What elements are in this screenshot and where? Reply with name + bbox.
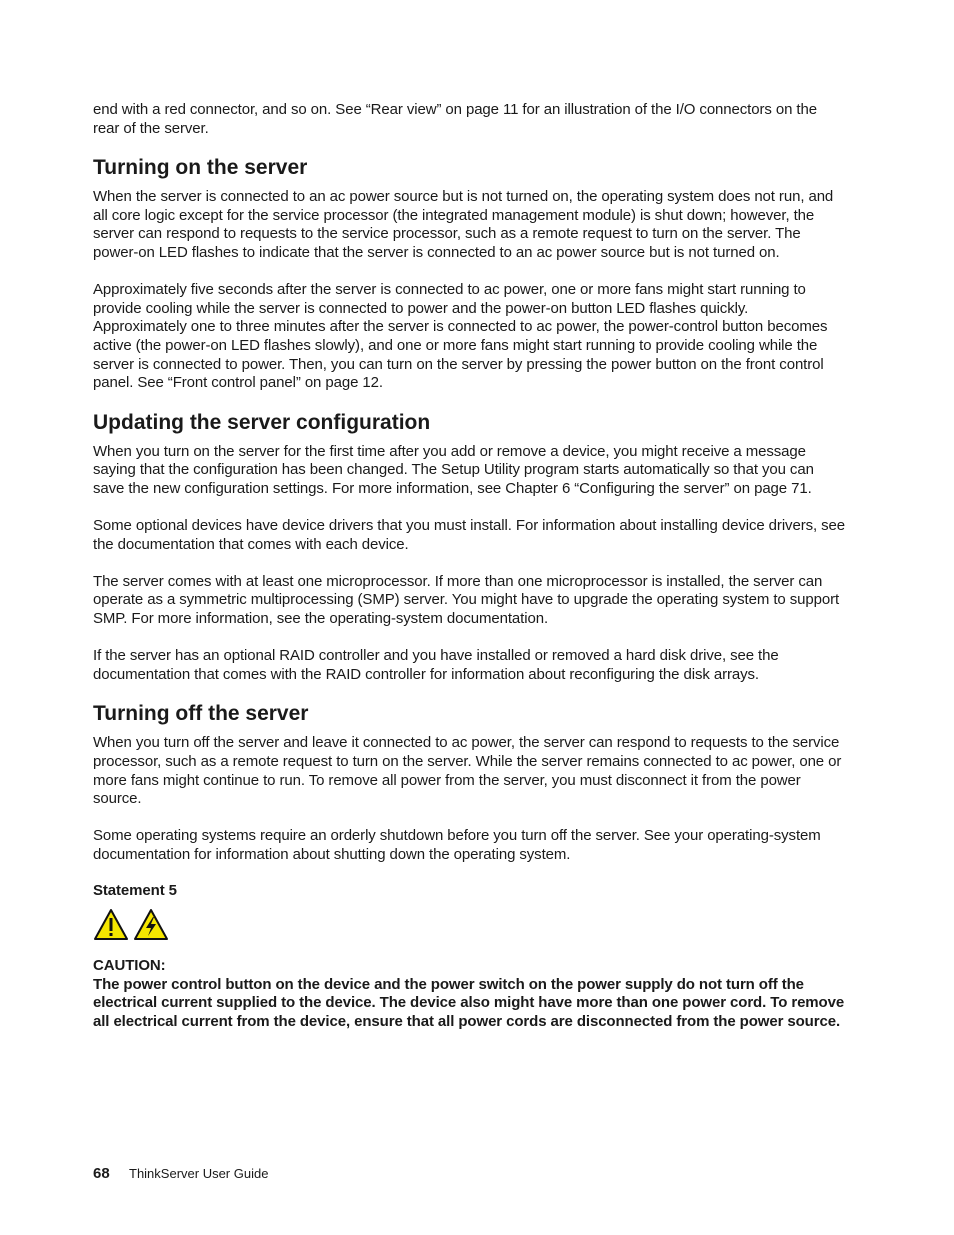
intro-continuation-paragraph: end with a red connector, and so on. See “Rear view” on page 11 for an illustration of the I/O connectors on the rear of the server.	[93, 101, 817, 137]
turning-on-paragraph-2: Approximately five seconds after the server is connected to ac power, one or more fans might start running to provide cooling while the server is connected to power and the power-on button LED flashes quickly. Approximately one to three minutes after the server is connected to ac power, the power-control button becomes active (the power-on LED flashes slowly), and one or more fans might start running to provide cooling while the server is connected to power. Then, you can turn on the server by pressing the power button on the front control panel. See “Front control panel” on page 12.	[93, 281, 828, 392]
updating-config-heading: Updating the server configuration	[93, 410, 431, 434]
document-page	[93, 101, 845, 1032]
page-footer	[93, 1165, 268, 1182]
turning-off-heading: Turning off the server	[93, 702, 309, 726]
updating-paragraph-3: The server comes with at least one microprocessor. If more than one microprocessor is installed, the server can operate as a symmetric multiprocessing (SMP) server. You might have to upgrade the operating system to support SMP. For more information, see the operating-system documentation.	[93, 572, 840, 628]
updating-paragraph-2: Some optional devices have device drivers that you must install. For information about installing device drivers, see the documentation that comes with each device.	[93, 517, 846, 553]
updating-paragraph-1: When you turn on the server for the first time after you add or remove a device, you might receive a message saying that the configuration has been changed. The Setup Utility program starts automatically so that you can save the new configuration settings. For more information, see Chapter 6 “Configuring the server” on page 71.	[93, 442, 814, 497]
updating-paragraph-4: If the server has an optional RAID controller and you have installed or removed a hard disk drive, see the documentation that comes with the RAID controller for information about reconfiguring the disk arrays.	[93, 647, 779, 683]
turning-off-paragraph-2: Some operating systems require an orderly shutdown before you turn off the server. See your operating-system documentation for information about shutting down the operating system.	[93, 827, 821, 863]
turning-on-heading: Turning on the server	[93, 156, 308, 180]
warning-exclamation-icon	[93, 908, 129, 941]
caution-label: CAUTION:	[93, 957, 166, 975]
document-title: ThinkServer User Guide	[129, 1166, 269, 1181]
caution-text: The power control button on the device and the power switch on the power supply do not turn off the electrical current supplied to the device. The device also might have more than one power cord. To remove all electrical current from the device, ensure that all power cords are disconnected from the power source.	[93, 975, 845, 1030]
electrical-hazard-icon	[133, 908, 169, 941]
turning-on-paragraph-1: When the server is connected to an ac power source but is not turned on, the operating system does not run, and all core logic except for the service processor (the integrated management module) is shut down; however, the server can respond to requests to the service processor, such as a remote request to turn on the server. The power-on LED flashes to indicate that the server is connected to an ac power source but is not turned on.	[93, 188, 834, 261]
statement-label: Statement 5	[93, 881, 177, 899]
hazard-icons	[93, 908, 845, 941]
turning-off-paragraph-1: When you turn off the server and leave it connected to ac power, the server can respond to requests to the service processor, such as a remote request to turn on the server. While the server remains connected to ac power, one or more fans might continue to run. To remove all power from the server, you must disconnect it from the power source.	[93, 734, 842, 808]
page-number: 68	[93, 1165, 110, 1182]
